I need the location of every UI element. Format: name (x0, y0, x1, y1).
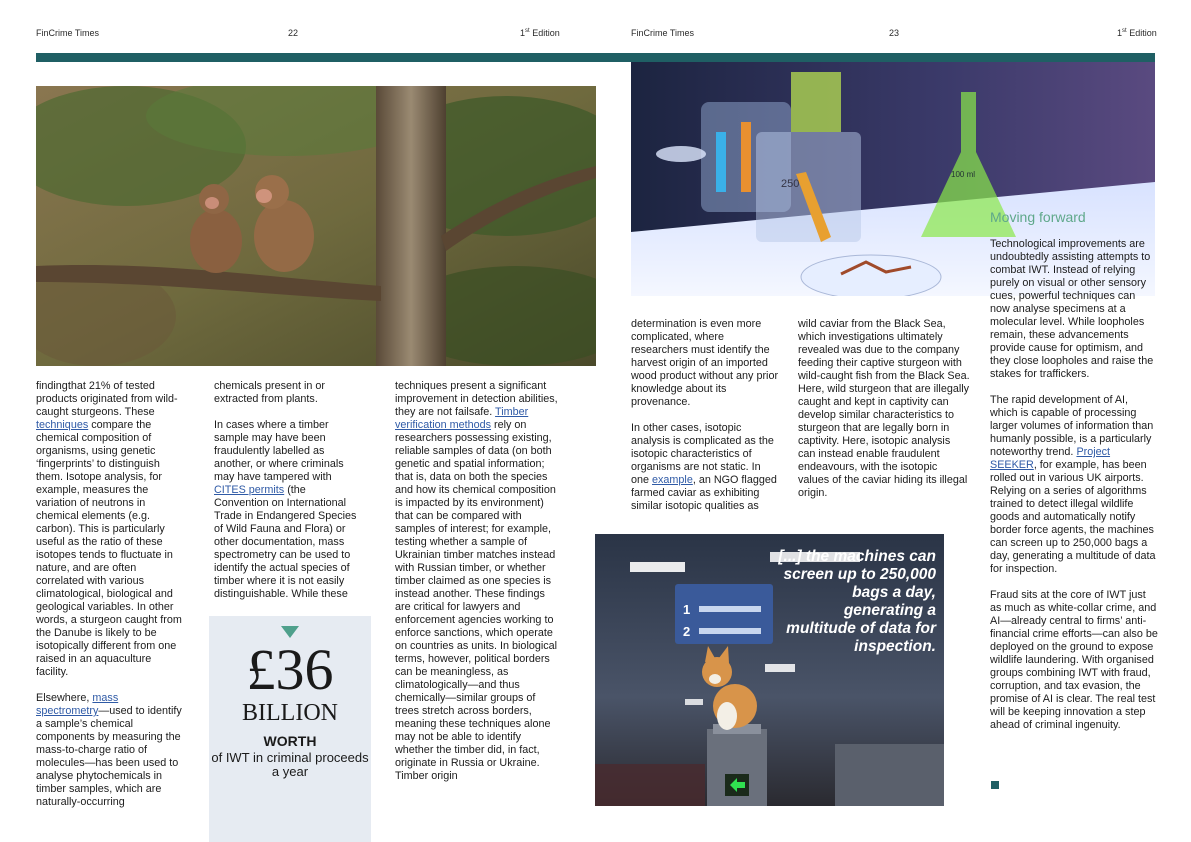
right-edition (1117, 28, 1157, 38)
sidebar-p2-text-a: The rapid development of AI, which is capable of processing larger volumes of information than humanly possible, is a particularly noteworthy trend. (990, 394, 1154, 458)
col4-paragraph-1: determination is even more complicated, where researchers must identify the harvest origin of an imported wood product without any prior knowledge about its provenance. (631, 318, 779, 408)
gate-sign-2: 2 (683, 624, 691, 639)
col4-p2-text-a: In other cases, isotopic analysis is complicated as the isotopic characteristics of organisms are not static. In one (631, 422, 774, 486)
right-edition-sup: st (1122, 28, 1127, 34)
left-edition-word: Edition (529, 28, 560, 38)
article-column-5 (798, 318, 970, 513)
stat-unit: BILLION (242, 700, 338, 726)
sidebar-p2-text-b: , for example, has been rolled out in various UK airports. Relying on a series of algorithms trained to detect illegal wildlife goods and automatically notify border force agents, the machines can screen up to 250,000 bags a day, generating a multitude of data for inspection. (990, 459, 1156, 575)
right-edition-num: 1 (1117, 28, 1123, 38)
stat-worth-label: WORTH (263, 733, 317, 749)
macaques-tree-photo (36, 86, 596, 366)
header-accent-bar (36, 53, 1155, 62)
col3-p1-text-a: techniques present a significant improvement in detection abilities, they are not failsafe. (395, 380, 558, 418)
article-column-1 (36, 380, 182, 822)
macaques-tree-illustration (36, 86, 596, 366)
article-column-3 (395, 380, 560, 796)
left-edition (520, 28, 560, 38)
col1-p1-text-b: compare the chemical composition of organisms, using genetic ‘fingerprints’ to distinguish them. Isotope analysis, for example, measures the variation of neutrons in chemical elements (e.g. carbon). This is particularly useful as the ratio of these isotopes tends to fluctuate in nature, and are often correlated with various climatological, biological and geological variables. In other words, a sturgeon caught from the Danube is likely to be isotopically different from one raised in an aquaculture facility. (36, 419, 182, 678)
timber-verification-link[interactable]: Timber verification methods (395, 406, 529, 431)
col3-paragraph-1 (395, 380, 560, 783)
gate-sign-1: 1 (683, 602, 691, 617)
mass-spectrometry-link[interactable]: mass spectrometry (36, 692, 119, 717)
col3-p1-text-b: rely on researchers possessing existing, reliable samples of data (on both genetic and spatial information; that is, data on both the species and how its chemical composition is impacted by its environment) that can be compared with samples of interest; for example, testing whether a sample of Ukrainian timber matches instead with Russian timber, or whether timber claimed as one species is instead another. These findings are critical for lawyers and enforcement agencies working to enforce sanctions, which operate on countries as units. In biological terms, however, political borders can be meaningless, as climatologically—and thus chemically—similar groups of trees stretch across borders, meaning these techniques alone may not be able to identify whether the timber did, in fact, originate in Russia or Ukraine. Timber origin (395, 419, 558, 782)
left-page-number: 22 (288, 28, 299, 38)
col1-paragraph-2 (36, 692, 182, 809)
sidebar-paragraph-2 (990, 394, 1158, 576)
cites-permits-link[interactable]: CITES permits (214, 484, 285, 496)
example-link[interactable]: example (652, 474, 693, 486)
techniques-link[interactable]: techniques (36, 419, 89, 431)
col2-paragraph-1: chemicals present in or extracted from plants. (214, 380, 326, 405)
col1-p2-text-a: Elsewhere, (36, 692, 93, 704)
stat-amount: £36 (246, 637, 334, 702)
left-edition-sup: st (525, 28, 530, 34)
right-header-publication: FinCrime Times (631, 28, 695, 38)
right-edition-word: Edition (1126, 28, 1157, 38)
col1-p1-text-a: findingthat 21% of tested products originated from wild-caught sturgeons. These (36, 380, 178, 418)
right-page-number: 23 (889, 28, 900, 38)
pull-quote: [...] the machines can screen up to 250,000 bags a day, generating a multitude of data for inspection. (778, 548, 936, 655)
beaker-label: 250 (781, 178, 800, 190)
left-header-publication: FinCrime Times (36, 28, 100, 38)
col2-p2-text-b: (the Convention on International Trade in Endangered Species of Wild Fauna and Flora) or other documentation, mass spectrometry can be used to identify the actual species of timber where it is not easily distinguishable. While these (214, 484, 357, 600)
col1-p2-text-b: —used to identify a sample’s chemical components by measuring the mass-to-charge ratio of molecules—has been used to analyse phytochemicals in timber samples, which are naturally-occurring (36, 705, 182, 808)
col4-p2-text-b: , an NGO flagged farmed caviar as exhibiting similar isotopic qualities as (631, 474, 777, 512)
stat-callout-box (209, 616, 371, 842)
col2-p2-text-a: In cases where a timber sample may have been fraudulently labelled as another, or where criminals may have tampered with (214, 419, 344, 483)
article-column-2 (214, 380, 362, 614)
sidebar-paragraph-3: Fraud sits at the core of IWT just as much as white-collar crime, and AI—already central to firms’ anti-financial crime efforts—can also be deployed on the ground to expose wildlife laundering. With organised groups combining IWT with fraud, corruption, and tax evasion, the promise of AI is clear. The real test will be keeping innovation a step ahead of criminal ingenuity. (990, 589, 1158, 731)
col4-paragraph-2 (631, 422, 781, 513)
sidebar-column (990, 238, 1158, 745)
flask-label: 100 ml (951, 170, 976, 179)
article-column-4 (631, 318, 781, 526)
sidebar-paragraph-1: Technological improvements are undoubtedly assisting attempts to combat IWT. Instead of relying purely on visual or other sensory cues, powerful techniques can now analyse specimens at a molecular level. While loopholes remain, these advancements provide cause for optimism, and they close loopholes and raise the stakes for traffickers. (990, 238, 1154, 380)
section-title-moving-forward: Moving forward (990, 209, 1086, 225)
col2-paragraph-2 (214, 419, 362, 601)
left-edition-num: 1 (520, 28, 526, 38)
col1-paragraph-1 (36, 380, 182, 679)
stat-description: of IWT in criminal proceeds a year (211, 750, 369, 779)
col5-paragraph-1: wild caviar from the Black Sea, which investigations ultimately revealed was due to the company feeding their captive sturgeon with wild-caught fish from the Black Sea. Here, wild sturgeon that are illegally caught and kept in captivity can develop similar characteristics to sturgeon that are legally born in captivity. Here, isotopic analysis can instead enable fraudulent endeavours, with the isotopic values of the caviar hiding its illegal origin. (798, 318, 970, 499)
end-of-article-marker (991, 781, 999, 789)
project-seeker-link[interactable]: Project SEEKER (990, 446, 1111, 471)
